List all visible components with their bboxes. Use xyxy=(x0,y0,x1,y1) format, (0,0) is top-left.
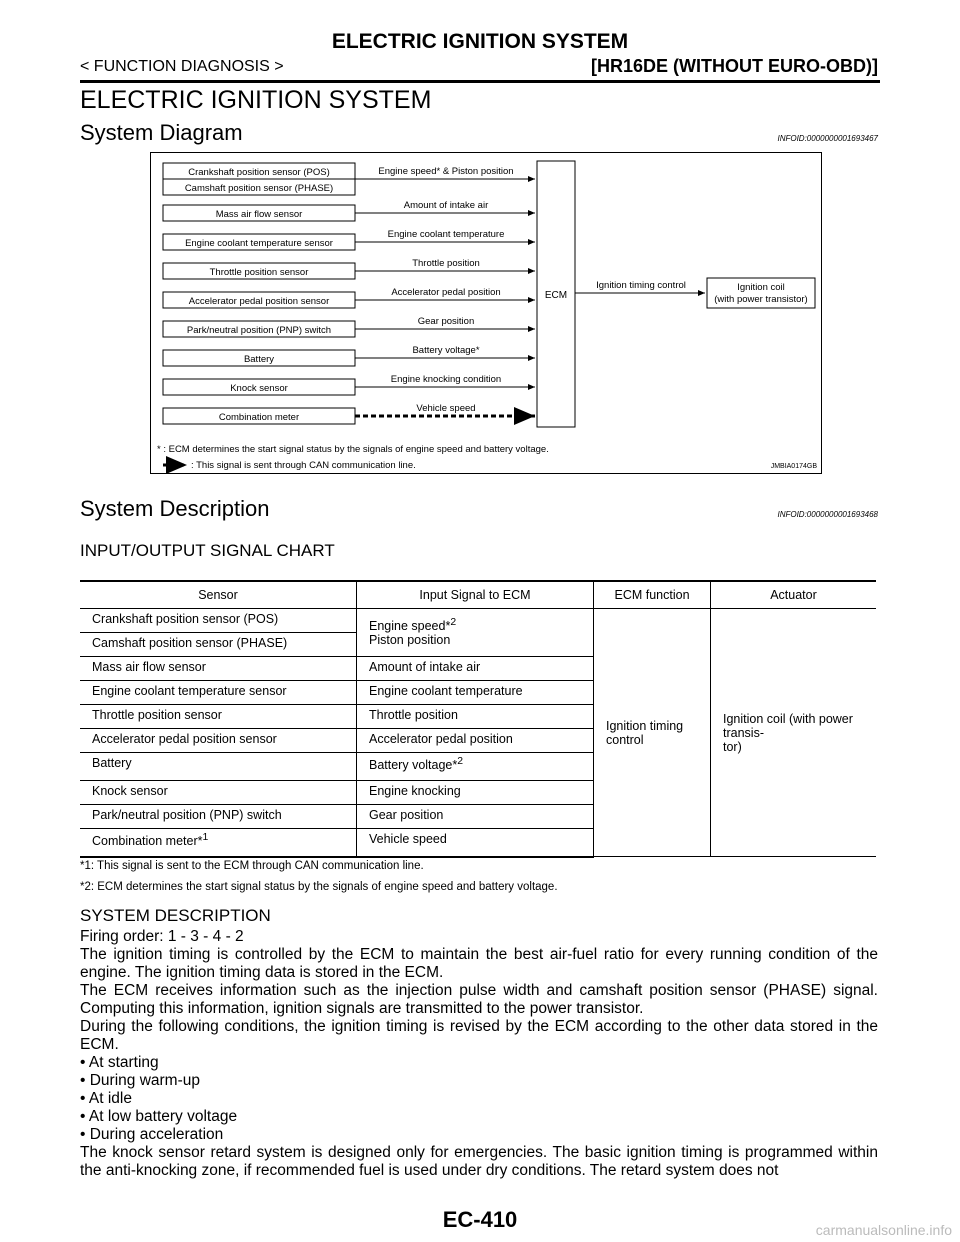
actuator-label: (with power transistor) xyxy=(714,294,808,305)
signal-text: Battery voltage* xyxy=(369,758,458,773)
signal-label: Engine knocking condition xyxy=(390,374,502,385)
signal-cell: Amount of intake air xyxy=(357,657,594,681)
bullet-item: • At low battery voltage xyxy=(80,1108,238,1125)
signal-cell: Accelerator pedal position xyxy=(357,729,594,753)
system-description-body xyxy=(80,928,878,1180)
sensor-label: Accelerator pedal position sensor xyxy=(188,296,330,307)
running-header-right: [HR16DE (WITHOUT EURO-OBD)] xyxy=(591,56,878,76)
sensor-label: Combination meter xyxy=(218,412,300,423)
sensor-label: Engine coolant temperature sensor xyxy=(185,238,333,249)
column-header: Sensor xyxy=(80,581,357,609)
bullet-item: • During warm-up xyxy=(80,1072,200,1089)
sensor-label: Throttle position sensor xyxy=(209,267,309,278)
output-signal-label: Ignition timing control xyxy=(596,280,686,291)
page-title: ELECTRIC IGNITION SYSTEM xyxy=(80,86,432,114)
signal-cell: Engine knocking xyxy=(357,781,594,805)
signal-label: Throttle position xyxy=(412,258,480,269)
page-number: EC-410 xyxy=(442,1207,518,1232)
table-header-row xyxy=(80,581,876,609)
sensor-cell: Accelerator pedal position sensor xyxy=(80,729,357,753)
actuator-label: Ignition coil xyxy=(737,282,785,293)
signal-label: Accelerator pedal position xyxy=(391,287,501,298)
body-paragraph: Firing order: 1 - 3 - 4 - 2 xyxy=(80,928,244,945)
signal-cell xyxy=(357,609,594,657)
signal-cell: Gear position xyxy=(357,805,594,829)
sensor-cell xyxy=(80,829,357,857)
diagram-note-star: * : ECM determines the start signal status by the signals of engine speed and battery voltage. xyxy=(157,444,549,455)
sensor-label: Camshaft position sensor (PHASE) xyxy=(184,183,334,194)
infoid-system-description: INFOID:0000000001693468 xyxy=(777,510,878,519)
diagram-image-code: JMBIA0174GB xyxy=(770,463,817,470)
sensor-label: Crankshaft position sensor (POS) xyxy=(188,167,330,178)
sensor-label: Battery xyxy=(243,354,275,365)
sensor-cell: Crankshaft position sensor (POS) xyxy=(80,609,357,633)
infoid-system-diagram: INFOID:0000000001693467 xyxy=(777,134,878,143)
system-diagram xyxy=(150,152,822,474)
table-footnote-1: *1: This signal is sent to the ECM through CAN communication line. xyxy=(80,860,424,872)
signal-label: Gear position xyxy=(417,316,475,327)
ecm-function-cell xyxy=(594,609,711,857)
system-description-heading: SYSTEM DESCRIPTION xyxy=(80,906,271,925)
sensor-cell: Camshaft position sensor (PHASE) xyxy=(80,633,357,657)
signal-label: Vehicle speed xyxy=(416,403,476,414)
sensor-cell: Knock sensor xyxy=(80,781,357,805)
sensor-cell: Park/neutral position (PNP) switch xyxy=(80,805,357,829)
bullet-item: • During acceleration xyxy=(80,1126,224,1143)
footnote-mark: 2 xyxy=(457,756,464,767)
system-diagram-svg xyxy=(151,153,823,475)
signal-label: Amount of intake air xyxy=(403,200,489,211)
footnote-mark: 1 xyxy=(202,832,209,843)
actuator-cell xyxy=(711,609,877,857)
sensor-text: Combination meter* xyxy=(92,834,203,849)
column-header: ECM function xyxy=(594,581,711,609)
signal-label: Battery voltage* xyxy=(412,345,480,356)
signal-cell: Throttle position xyxy=(357,705,594,729)
actuator-text: Ignition coil (with power transis- xyxy=(723,711,853,740)
sensor-cell: Mass air flow sensor xyxy=(80,657,357,681)
signal-text: Engine speed* xyxy=(369,619,451,634)
sensor-cell: Battery xyxy=(80,753,357,781)
ecm-function-text: Ignition timing xyxy=(606,718,684,733)
running-header-left: < FUNCTION DIAGNOSIS > xyxy=(80,58,284,75)
sensor-cell: Engine coolant temperature sensor xyxy=(80,681,357,705)
bullet-item: • At idle xyxy=(80,1090,132,1107)
body-paragraph: During the following conditions, the ignition timing is revised by the ECM according to the other data stored in the ECM. xyxy=(80,1018,878,1053)
body-paragraph: The ignition timing is controlled by the ECM to maintain the best air-fuel ratio for every running condition of the engine. The ignition timing data is stored in the ECM. xyxy=(80,946,878,981)
signal-cell xyxy=(357,753,594,781)
input-output-signal-table xyxy=(80,580,876,858)
ecm-label: ECM xyxy=(544,290,568,301)
ecm-function-text: control xyxy=(606,732,644,747)
column-header: Actuator xyxy=(711,581,877,609)
table-footnote-2: *2: ECM determines the start signal status by the signals of engine speed and battery voltage. xyxy=(80,881,558,893)
signal-cell: Engine coolant temperature xyxy=(357,681,594,705)
bullet-item: • At starting xyxy=(80,1054,159,1071)
sensor-label: Park/neutral position (PNP) switch xyxy=(186,325,332,336)
sensor-label: Knock sensor xyxy=(230,383,288,394)
signal-label: Engine speed* & Piston position xyxy=(378,166,514,177)
signal-label: Engine coolant temperature xyxy=(387,229,505,240)
section-heading-system-diagram: System Diagram xyxy=(80,120,243,145)
table-row xyxy=(80,609,876,633)
actuator-text: tor) xyxy=(723,739,742,754)
signal-text: Piston position xyxy=(369,633,451,648)
chart-heading: INPUT/OUTPUT SIGNAL CHART xyxy=(80,541,335,560)
column-header: Input Signal to ECM xyxy=(357,581,594,609)
sensor-cell: Throttle position sensor xyxy=(80,705,357,729)
signal-cell: Vehicle speed xyxy=(357,829,594,857)
section-heading-system-description: System Description xyxy=(80,496,270,521)
header-rule xyxy=(80,80,880,83)
diagram-note-can: : This signal is sent through CAN communication line. xyxy=(191,460,416,471)
body-paragraph: The knock sensor retard system is designed only for emergencies. The basic ignition timing is programmed within the anti-knocking zone, if recommended fuel is used under dry conditions. The retard system does not xyxy=(80,1144,878,1179)
running-header-title: ELECTRIC IGNITION SYSTEM xyxy=(331,30,629,53)
footnote-mark: 2 xyxy=(450,617,457,628)
watermark: carmanualsonline.info xyxy=(815,1222,952,1238)
body-paragraph: The ECM receives information such as the injection pulse width and camshaft position sensor (PHASE) signal. Computing this information, ignition signals are transmitted to the power transistor. xyxy=(80,982,878,1017)
sensor-label: Mass air flow sensor xyxy=(215,209,303,220)
